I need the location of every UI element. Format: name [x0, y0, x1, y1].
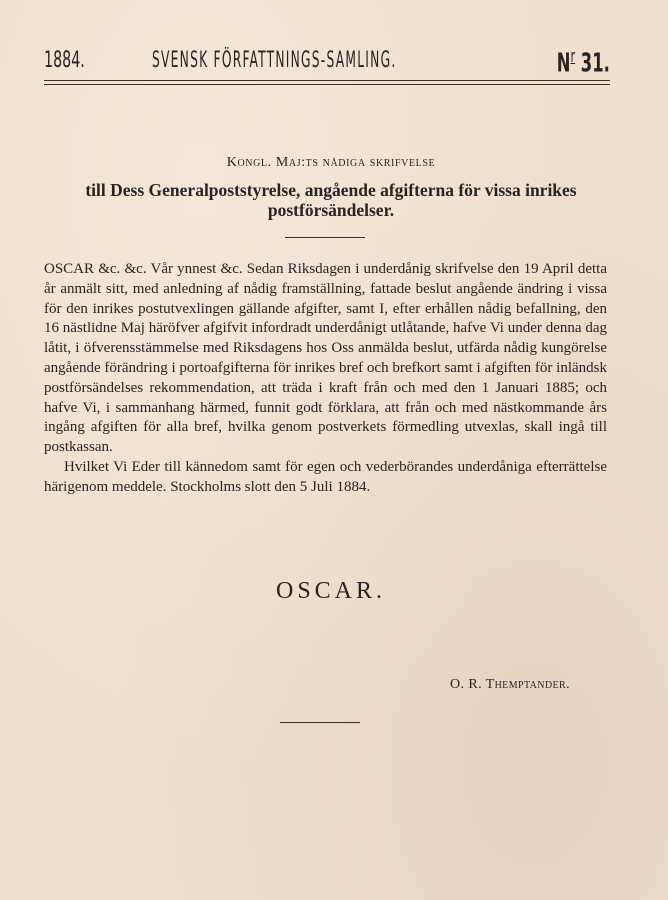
body-paragraph-1: OSCAR &c. &c. Vår ynnest &c. Sedan Riksdagen i underdånig skrifvelse den 19 April detta år anmält sitt, med anledning af nådig framställning, fattade beslut angående ändring i vissa för den inrikes postutvexlingen gällande afgifter, samt I, efter erhållen nådig befallning, den 16 nästlidne Maj häröfver afgifvit infordradt underdånigt utlåtande, hafve Vi under denna dag låtit, i öfverensstämmelse med Riksdagens hos Oss anmälda beslut, utfärda nådig kungörelse angående förändring i portoafgifterna för inrikes bref och brefkort samt i afgiften för inländsk postförsändelses rekommendation, att träda i kraft från och med den 1 Januari 1885; och hafve Vi, i sammanhang härmed, funnit godt förklara, att från och med nästkommande års ingång afgiften för alla bref, hvilka genom postverkets förmedling utvexlas, skall ingå till postkassan.: [44, 261, 607, 456]
header-number-suffix: r: [570, 46, 576, 67]
header-rule-thin: [44, 84, 610, 85]
document-kicker: [44, 154, 618, 171]
document-body: [44, 260, 607, 498]
page-header: [44, 46, 610, 82]
header-number: [557, 46, 610, 79]
section-divider: [285, 237, 365, 238]
header-number-prefix: N: [556, 48, 571, 79]
kongl-label: Kongl. Maj:ts nådiga skrifvelse: [226, 155, 436, 170]
header-year: 1884.: [44, 48, 85, 73]
closing-rule: [280, 722, 360, 723]
document-heading: till Dess Generalpoststyrelse, angående afgifterna för vissa inrikes postförsändelser.: [85, 180, 577, 220]
header-collection-title: SVENSK FÖRFATTNINGS-SAMLING.: [152, 48, 397, 73]
body-paragraph-2: Hvilket Vi Eder till kännedom samt för egen och vederbörandes underdåniga efterrättelse härigenom meddele. Stockholms slott den 5 Juli 1884.: [44, 458, 607, 495]
countersignature-name: O. R. Themptander.: [450, 677, 570, 692]
header-number-value: 31.: [580, 48, 610, 79]
header-rule: [44, 80, 610, 81]
countersignature: [450, 676, 570, 693]
king-signature: OSCAR.: [275, 578, 387, 604]
